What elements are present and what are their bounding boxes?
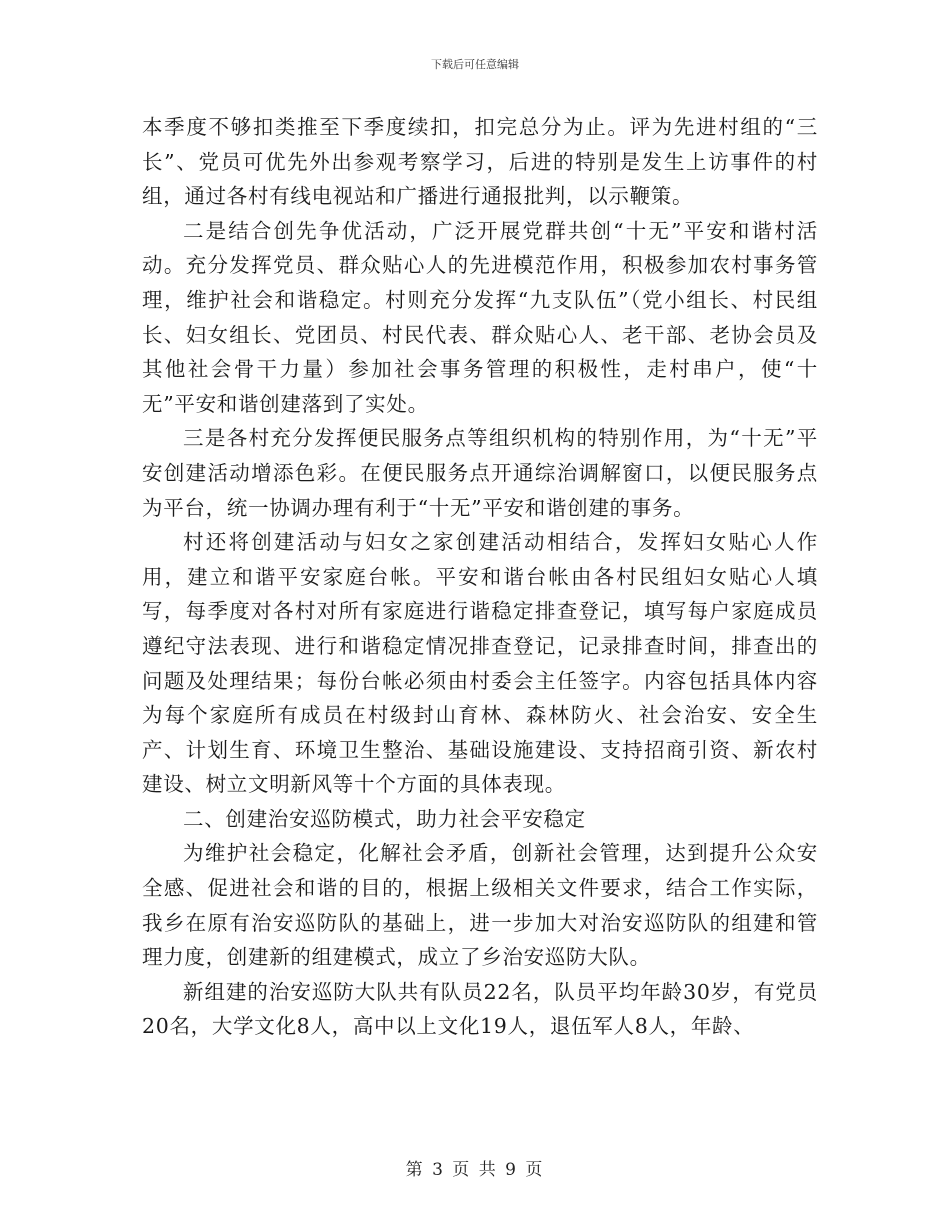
paragraph-6: 新组建的治安巡防大队共有队员22名，队员平均年龄30岁，有党员20名，大学文化8人，高中以上文化19人，退伍军人8人，年龄、: [142, 979, 818, 1039]
paragraph-1: 本季度不够扣类推至下季度续扣，扣完总分为止。评为先进村组的“三长”、党员可优先外出参观考察学习，后进的特别是发生上访事件的村组，通过各村有线电视站和广播进行通报批判，以示鞭策。: [142, 115, 818, 209]
paragraph-2: 二是结合创先争优活动，广泛开展党群共创“十无”平安和谐村活动。充分发挥党员、群众贴心人的先进模范作用，积极参加农村事务管理，维护社会和谐稳定。村则充分发挥“九支队伍”（党小组长、村民组长、妇女组长、党团员、村民代表、群众贴心人、老干部、老协会员及其他社会骨干力量）参加社会事务管理的积极性，走村串户，使“十无”平安和谐创建落到了实处。: [142, 218, 818, 416]
section-heading-2: 二、创建治安巡防模式，助力社会平安稳定: [183, 806, 586, 831]
paragraph-3: 三是各村充分发挥便民服务点等组织机构的特别作用，为“十无”平安创建活动增添色彩。在便民服务点开通综治调解窗口，以便民服务点为平台，统一协调办理有利于“十无”平安和谐创建的事务。: [142, 426, 818, 520]
document-body: [142, 110, 818, 1044]
page-header-note: 下载后可任意编辑: [431, 58, 519, 71]
paragraph-4: 村还将创建活动与妇女之家创建活动相结合，发挥妇女贴心人作用，建立和谐平安家庭台帐。平安和谐台帐由各村民组妇女贴心人填写，每季度对各村对所有家庭进行谐稳定排查登记，填写每户家庭成员遵纪守法表现、进行和谐稳定情况排查登记，记录排查时间，排查出的问题及处理结果；每份台帐必须由村委会主任签字。内容包括具体内容为每个家庭所有成员在村级封山育林、森林防火、社会治安、安全生产、计划生育、环境卫生整治、基础设施建设、支持招商引资、新农村建设、树立文明新风等十个方面的具体表现。: [142, 530, 818, 797]
page-number: 第 3 页 共 9 页: [405, 1160, 545, 1180]
paragraph-5: 为维护社会稳定，化解社会矛盾，创新社会管理，达到提升公众安全感、促进社会和谐的目的，根据上级相关文件要求，结合工作实际，我乡在原有治安巡防队的基础上，进一步加大对治安巡防队的组建和管理力度，创建新的组建模式，成立了乡治安巡防大队。: [142, 841, 818, 970]
